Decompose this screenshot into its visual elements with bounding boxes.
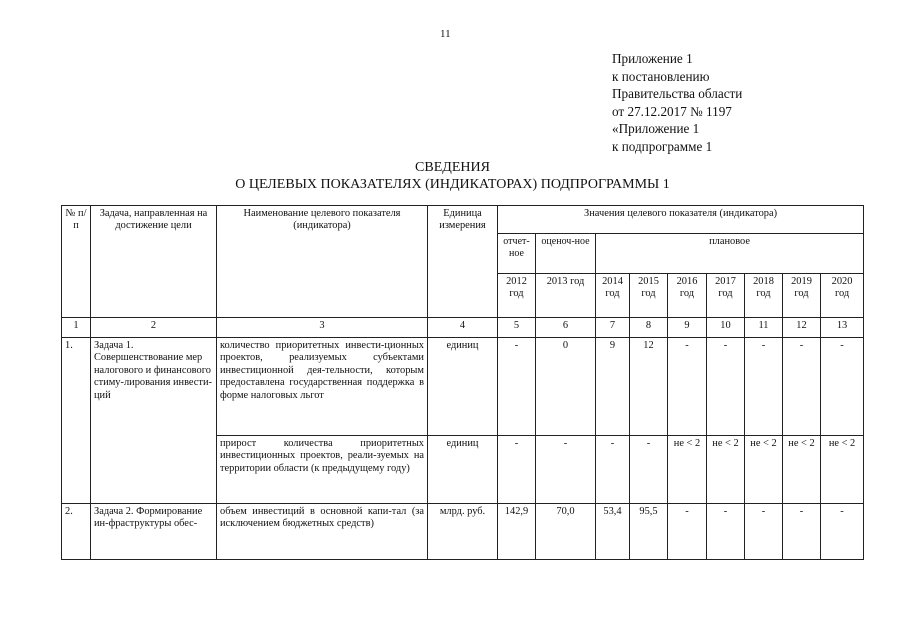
value-cell: - (707, 504, 745, 560)
table-row (62, 338, 864, 436)
header-year: 2015 год (630, 274, 668, 318)
value-cell: - (536, 436, 596, 504)
header-year: 2018 год (745, 274, 783, 318)
header-year: 2019 год (783, 274, 821, 318)
column-number: 5 (498, 318, 536, 338)
column-number: 4 (428, 318, 498, 338)
header-values: Значения целевого показателя (индикатора) (498, 206, 864, 234)
value-cell: не < 2 (707, 436, 745, 504)
header-report: отчет-ное (498, 234, 536, 274)
row-task: Задача 1. Совершенствование мер налогового и финансового стиму-лирования инвести-ций (91, 338, 217, 504)
column-number: 12 (783, 318, 821, 338)
indicator-unit: единиц (428, 436, 498, 504)
column-number: 8 (630, 318, 668, 338)
header-year: 2020 год (821, 274, 864, 318)
column-number: 3 (217, 318, 428, 338)
table-row (62, 504, 864, 560)
header-year: 2013 год (536, 274, 596, 318)
column-number: 1 (62, 318, 91, 338)
indicators-table (61, 205, 864, 560)
value-cell: - (498, 436, 536, 504)
document-title: СВЕДЕНИЯ (415, 160, 490, 175)
header-planned: плановое (596, 234, 864, 274)
header-year: 2014 год (596, 274, 630, 318)
value-cell: не < 2 (745, 436, 783, 504)
column-number: 7 (596, 318, 630, 338)
approval-line: «Приложение 1 (612, 121, 700, 137)
approval-line: к подпрограмме 1 (612, 138, 713, 154)
indicator-name: прирост количества приоритетных инвестиционных проектов, реали-зуемых на территории области (к предыдущему году) (217, 436, 428, 504)
column-number: 10 (707, 318, 745, 338)
column-number: 11 (745, 318, 783, 338)
value-cell: - (668, 504, 707, 560)
indicator-name: объем инвестиций в основной капи-тал (за исключением бюджетных средств) (217, 504, 428, 560)
row-task: Задача 2. Формирование ин-фраструктуры обес- (91, 504, 217, 560)
value-cell: не < 2 (783, 436, 821, 504)
column-number: 6 (536, 318, 596, 338)
header-estimate: оценоч-ное (536, 234, 596, 274)
header-year: 2012 год (498, 274, 536, 318)
value-cell: - (821, 338, 864, 436)
header-year: 2016 год (668, 274, 707, 318)
header-num: № п/п (62, 206, 91, 318)
indicator-unit: единиц (428, 338, 498, 436)
value-cell: - (498, 338, 536, 436)
approval-line: Приложение 1 (612, 51, 693, 66)
page-number: 11 (440, 28, 451, 40)
value-cell: - (668, 338, 707, 436)
header-year: 2017 год (707, 274, 745, 318)
value-cell: не < 2 (821, 436, 864, 504)
approval-stamp (612, 50, 742, 156)
approval-line: от 27.12.2017 № 1197 (612, 103, 732, 119)
value-cell: - (745, 504, 783, 560)
column-number: 9 (668, 318, 707, 338)
value-cell: - (745, 338, 783, 436)
approval-line: Правительства области (612, 86, 743, 102)
value-cell: 70,0 (536, 504, 596, 560)
header-indicator: Наименование целевого показателя (индикатора) (217, 206, 428, 318)
header-unit: Единица измерения (428, 206, 498, 318)
column-number: 2 (91, 318, 217, 338)
column-number: 13 (821, 318, 864, 338)
value-cell: не < 2 (668, 436, 707, 504)
value-cell: - (783, 504, 821, 560)
value-cell: 95,5 (630, 504, 668, 560)
value-cell: 12 (630, 338, 668, 436)
value-cell: - (783, 338, 821, 436)
indicator-name: количество приоритетных инвести-ционных проектов, реализуемых субъектами инвестиционной дея-тельности, которым предоставлена государственная поддержка в форме налоговых льгот (217, 338, 428, 436)
row-num: 2. (62, 504, 91, 560)
indicator-unit: млрд. руб. (428, 504, 498, 560)
value-cell: 9 (596, 338, 630, 436)
approval-line: к постановлению (612, 68, 710, 84)
value-cell: 0 (536, 338, 596, 436)
value-cell: - (596, 436, 630, 504)
value-cell: - (630, 436, 668, 504)
value-cell: 142,9 (498, 504, 536, 560)
row-num: 1. (62, 338, 91, 504)
document-subtitle: О ЦЕЛЕВЫХ ПОКАЗАТЕЛЯХ (ИНДИКАТОРАХ) ПОДПРОГРАММЫ 1 (235, 177, 670, 192)
value-cell: 53,4 (596, 504, 630, 560)
value-cell: - (707, 338, 745, 436)
value-cell: - (821, 504, 864, 560)
header-task: Задача, направленная на достижение цели (91, 206, 217, 318)
